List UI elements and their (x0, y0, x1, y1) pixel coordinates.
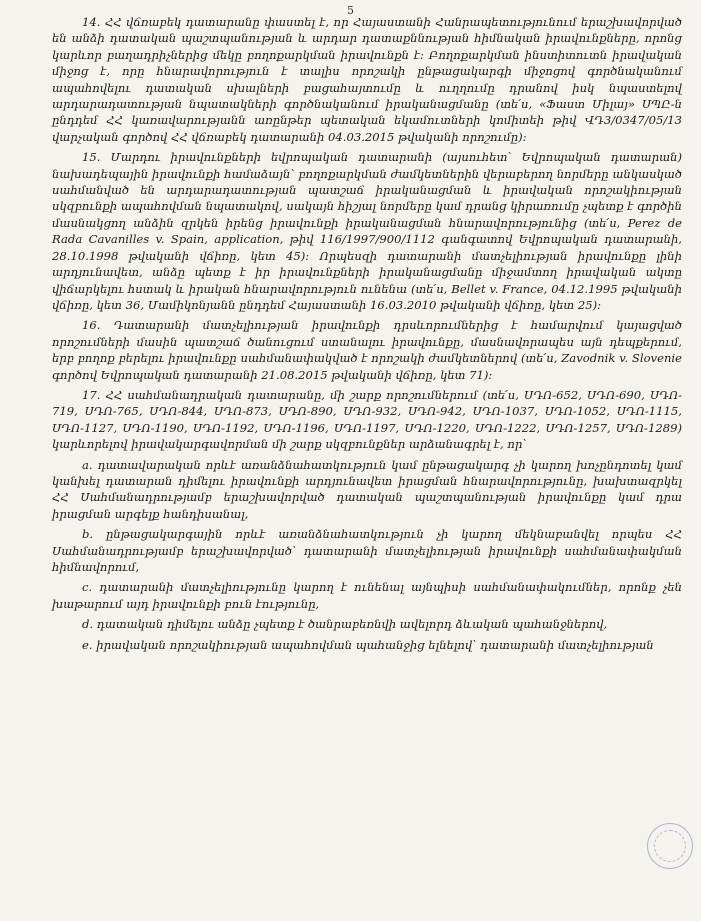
page-number: 5 (347, 4, 354, 17)
paragraph-17: 17. ՀՀ սահմանադրական դատարանը, մի շարք որոշումներում (տե՛ս, ՍԴՈ-652, ՍԴՈ-690, ՍԴՈ- 719, ՍԴՈ-765, ՍԴՈ-844, ՍԴՈ-873, ՍԴՈ-890, ՍԴՈ-932, ՍԴՈ-942, ՍԴՈ-1037, ՍԴՈ-1052, ՍԴՈ-1115, ՍԴՈ-1127, ՍԴՈ-1190, ՍԴՈ-1192, ՍԴՈ-1196, ՍԴՈ-1197, ՍԴՈ-1220, ՍԴՈ-1222, ՍԴՈ-1257, ՍԴՈ-1289) կարևորելով իրավակարգավորման մի շարք սկզբունքներ արձանագրել է, որ՝ (52, 387, 682, 452)
list-item-a: a. դատավարական որևէ առանձնահատկություն կամ ընթացակարգ չի կարող խոչընդոտել կամ կանխել դատարան դիմելու իրավունքի արդյունավետ իրացման հնարավորությունը, խախտազրկել ՀՀ Սահմանադրությամբ երաշխավորված դատական պաշտպանության իրավունքը կամ դրա իրացման արգելք հանդիսանալ, (52, 457, 682, 521)
list-item-e: e. իրավական որոշակիության ապահովման պահանջից ելնելով՝ դատարանի մատչելիության (82, 637, 654, 652)
list-item-c: c. դատարանի մատչելիությունը կարող է ունենալ այնպիսի սահմանափակումներ, որոնք չեն խաթարում այդ իրավունքի բուն էությունը, (52, 580, 682, 611)
paragraph-14: 14. ՀՀ վճռաբեկ դատարանը փաստել է, որ Հայաստանի Հանրապետությունում երաշխավորված են անձի դատական պաշտպանության և արդար դատաքննության հիմնական իրավունքները, որոնց կարևոր բաղադրիչներից մեկը բողոքարկման իրավունքն է: Բողոքարկման ինստիտուտն իրավական միջոց է, որը հնարավորություն է տալիս որոշակի ընթացակարգի միջոցով գործնականում ապահովելու դատական սխալների բացահայտումը և ուղղումը դրանով իսկ նպաստելով արդարադատության նպատակների գործնականում իրականացմանը (տե՛ս, «Ֆաստ Միլայ» ՍՊԸ-ն ընդդեմ ՀՀ կառավարությանն առընթեր պետական եկամուտների կոմիտեի թիվ ՎԴ3/0347/05/13 վարչական գործով ՀՀ վճռաբեկ դատարանի 04.03.2015 թվականի որոշումը): (52, 15, 682, 144)
list-item-b: b. ընթացակարգային որևէ առանձնահատկություն չի կարող մեկնաբանվել որպես ՀՀ Սահմանադրությամբ երաշխավորված՝ դատարանի մատչելիության իրավունքի սահմանափակման հիմնավորում, (52, 527, 682, 574)
document-body (52, 14, 682, 657)
stamp-mark (647, 823, 693, 869)
paragraph-15: 15. Մարդու իրավունքների եվրոպական դատարանի (այսուհետ՝ Եվրոպական դատարան) նախադեպային իրավունքի համաձայն՝ բողոքարկման ժամկետներին վերաբերող նորմերը անկասկած սահմանված են արդարադատության պատշաճ իրականացման և իրավական որոշակիության սկզբունքի ապահովման նպատակով, սակայն հիշյալ նորմերը կամ դրանց կիրառումը չպետք է գործին մասնակցող անձին զրկեն իրենց իրավունքի իրականացման հնարավորությունից (տե՛ս, Perez de Rada Cavanilles v. Spain, application, թիվ 116/1997/900/1112 գանգատով Եվրոպական դատարանի, 28.10.1998 թվականի վճիռը, կետ 45): Որպեսզի դատարանի մատչելիության իրավունքը լինի արդյունավետ, անձը պետք է իր իրավունքների իրականացմանը միջամտող իրավական ակտը վիճարկելու հստակ և իրական հնարավորություն ունենա (տե՛ս, Bellet v. France, 04.12.1995 թվականի վճիռը, կետ 36, Մամիկոնյանն ընդդեմ Հայաստանի 16.03.2010 թվականի վճիռը, կետ 25): (52, 150, 682, 312)
paragraph-16: 16. Դատարանի մատչելիության իրավունքի դրսևորումներից է համարվում կայացված որոշումների մասին պատշաճ ծանուցում ստանալու իրավունքը, մասնավորապես այն դեպքերում, երբ բողոք բերելու իրավունքը սահմանափակված է որոշակի ժամկետներով (տե՛ս, Zavodnik v. Slovenie գործով Եվրոպական դատարանի 21.08.2015 թվականի վճիռը, կետ 71): (52, 318, 682, 382)
list-item-d: d. դատական դիմելու անձը չպետք է ծանրաբեռնվի ավելորդ ձևական պահանջներով, (82, 617, 608, 632)
